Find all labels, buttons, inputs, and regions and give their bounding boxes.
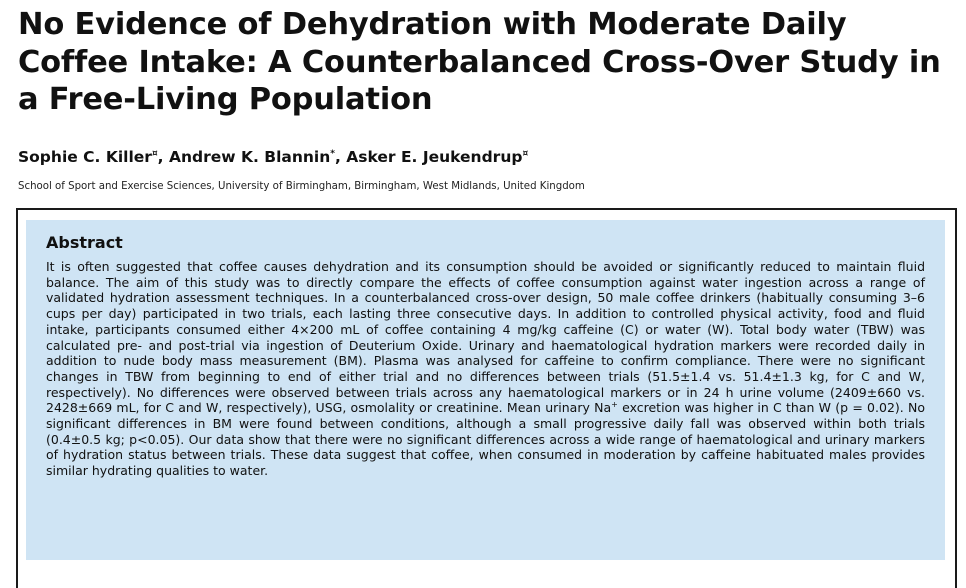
author-list [18,146,528,168]
author-name: Asker E. Jeukendrup [346,148,523,166]
author-name: Andrew K. Blannin [168,148,331,166]
abstract-text-part: excretion was higher in C than W (p = 0.02). No significant differences in BM were found between conditions, although a small progressive daily fall was observed within both trials (0.4±0.5 kg; p<0.05). Our data show that there were no significant differences across a wide range of haematological and urinary markers of hydration status between trials. These data suggest that coffee, when consumed in moderation by caffeine habituated males provides similar hydrating qualities to water. [46,400,925,479]
author-separator: , [157,148,169,166]
abstract-body [46,259,925,479]
author-affiliation-mark: ¤ [151,149,158,159]
author-separator: , [334,148,347,166]
abstract-text-part: It is often suggested that coffee causes dehydration and its consumption should be avoided or significantly reduced to maintain fluid balance. The aim of this study was to directly compare the effects of coffee consumption against water ingestion across a range of validated hydration assessment techniques. In a counterbalanced cross-over design, 50 male coffee drinkers (habitually consuming 3–6 cups per day) participated in two trials, each lasting three consecutive days. In addition to controlled physical activity, food and fluid intake, participants consumed either 4×200 mL of coffee containing 4 mg/kg caffeine (C) or water (W). Total body water (TBW) was calculated pre- and post-trial via ingestion of Deuterium Oxide. Urinary and haematological hydration markers were recorded daily in addition to nude body mass measurement (BM). Plasma was analysed for caffeine to confirm compliance. There were no significant changes in TBW from beginning to end of either trial and no differences between trials (51.5±1.4 vs. 51.4±1.3 kg, for C and W, respectively). No differences were observed between trials across any haematological markers or in 24 h urine volume (2409±660 vs. 2428±669 mL, for C and W, respectively), USG, osmolality or creatinine. Mean urinary Na [46,259,925,416]
author-corresponding-mark: * [330,149,335,159]
author-affiliation: School of Sport and Exercise Sciences, University of Birmingham, Birmingham, West Midlands, United Kingdom [18,181,585,192]
author-affiliation-mark: ¤ [522,149,529,159]
sodium-charge-superscript: + [611,400,618,410]
article-title: No Evidence of Dehydration with Moderate Daily Coffee Intake: A Counterbalanced Cross-Over Study in a Free-Living Population [18,7,941,117]
abstract-heading: Abstract [46,233,123,252]
abstract-panel [26,220,945,560]
author-name: Sophie C. Killer [18,148,152,166]
